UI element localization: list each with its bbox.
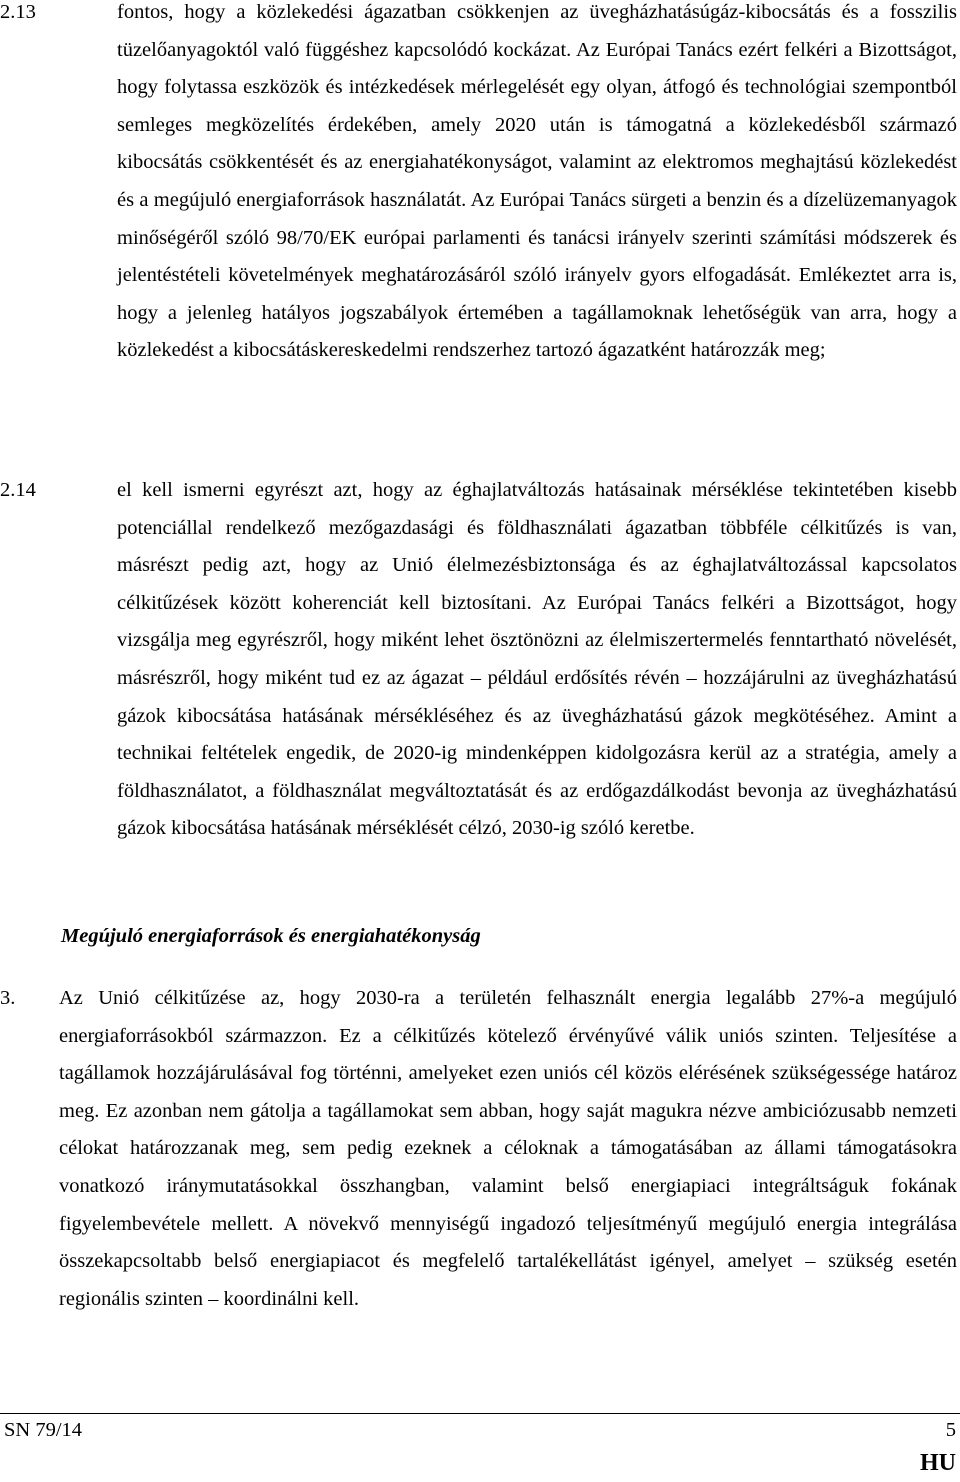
section-heading: Megújuló energiaforrások és energiahatékonyság (61, 925, 481, 947)
paragraph-text: Az Unió célkitűzése az, hogy 2030-ra a területén felhasznált energia legalább 27%-a megújuló energiaforrásokból származzon. Ez a célkitűzés kötelező érvényűvé válik uniós szinten. Teljesítése a tagállamok hozzájárulásával fog történni, amelyeket ezen uniós cél közös elérésének szükségessége határoz meg. Ez azonban nem gátolja a tagállamokat sem abban, hogy saját magukra nézve ambiciózusabb nemzeti célokat határozzanak meg, sem pedig ezeknek a céloknak a támogatásában az állami támogatásokra vonatkozó iránymutatásokkal összhangban, valamint belső energiapiaci integráltságuk fokának figyelembevétele mellett. A növekvő mennyiségű ingadozó teljesítményű megújuló energia integrálása összekapcsoltabb belső energiapiacot és megfelelő tartalékellátást igényel, amelyet – szükség esetén regionális szinten – koordinálni kell. (59, 987, 957, 1310)
paragraph-number: 2.14 (0, 479, 36, 501)
document-reference: SN 79/14 (4, 1419, 83, 1441)
language-code: HU (920, 1450, 956, 1476)
paragraph-text: fontos, hogy a közlekedési ágazatban csökkenjen az üvegházhatásúgáz-kibocsátás és a fosszilis tüzelőanyagoktól való függéshez kapcsolódó kockázat. Az Európai Tanács ezért felkéri a Bizottságot, hogy folytassa eszközök és intézkedések mérlegelését egy olyan, átfogó és technológiai szempontból semleges megközelítés érdekében, amely 2020 után is támogatná a közlekedésből származó kibocsátás csökkentését és az energiahatékonyságot, valamint az elektromos meghajtású közlekedést és a megújuló energiaforrások használatát. Az Európai Tanács sürgeti a benzin és a dízelüzemanyagok minőségéről szóló 98/70/EK európai parlamenti és tanácsi irányelv szerinti számítási módszerek és jelentéstételi követelmények meghatározásáról szóló irányelv gyors elfogadását. Emlékeztet arra is, hogy a jelenleg hatályos jogszabályok értemében a tagállamoknak lehetőségük van arra, hogy a közlekedést a kibocsátáskereskedelmi rendszerhez tartozó ágazatként határozzák meg; (117, 1, 957, 362)
paragraph-number: 2.13 (0, 1, 36, 23)
page-number: 5 (945, 1419, 956, 1441)
paragraph-number: 3. (0, 987, 16, 1009)
paragraph-text: el kell ismerni egyrészt azt, hogy az éghajlatváltozás hatásainak mérséklése tekintetében kisebb potenciállal rendelkező mezőgazdasági és földhasználati ágazatban többféle célkitűzés is van, másrészt pedig azt, hogy az Unió élelmezésbiztonsága és az éghajlatváltozással kapcsolatos célkitűzések között koherenciát kell biztosítani. Az Európai Tanács felkéri a Bizottságot, hogy vizsgálja meg egyrészről, hogy miként lehet ösztönözni az élelmiszertermelés fenntartható növelését, másrészről, hogy miként tud ez az ágazat – például erdősítés révén – hozzájárulni az üvegházhatású gázok kibocsátása hatásának mérsékléséhez és az üvegházhatású gázok megkötéséhez. Amint a technikai feltételek engedik, de 2020-ig mindenképpen kidolgozásra kerül az a stratégia, amely a földhasználatot, a földhasználat megváltoztatását és az erdőgazdálkodást bevonja az üvegházhatású gázok kibocsátása hatásának mérséklését célzó, 2030-ig szóló keretbe. (117, 479, 957, 840)
footer-divider (0, 1413, 960, 1414)
